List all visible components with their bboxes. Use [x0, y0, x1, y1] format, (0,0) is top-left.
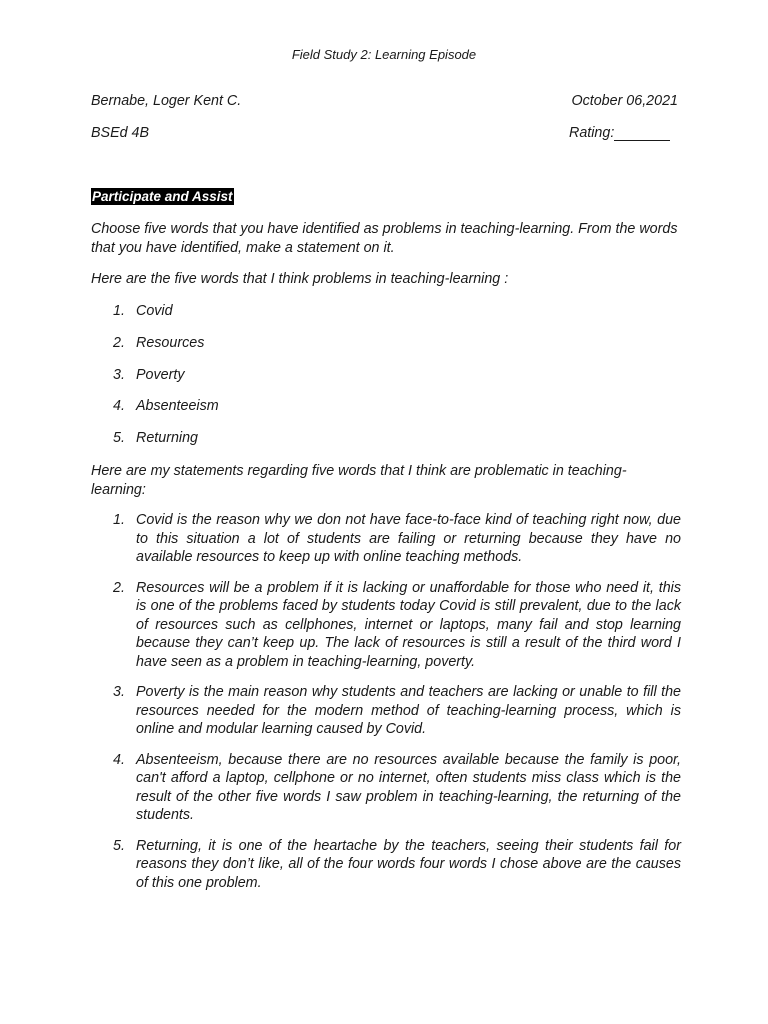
list-text: Absenteeism	[136, 398, 219, 415]
list-text: Resources will be a problem if it is lacking or unaffordable for those who need it, this is one of the problems faced by students today Covid is still prevalent, due to the lack of resources such as cellphones, internet or laptops, many fail and stop learning because they can’t keep up. The lack of resources is still a result of the third word I have seen as a problem in teaching-learning, poverty.	[136, 579, 681, 670]
list-text: Resources	[136, 334, 205, 351]
rating-label: Rating:	[569, 125, 615, 141]
list-number: 1.	[113, 512, 125, 528]
list-text: Covid	[136, 303, 173, 319]
statements-intro-paragraph: Here are my statements regarding five words that I think are problematic in teaching-learning:	[91, 463, 627, 498]
document-header: Field Study 2: Learning Episode	[291, 47, 477, 62]
document-date: October 06,2021	[571, 93, 678, 109]
list-number: 1.	[113, 303, 125, 319]
statement-list	[91, 511, 681, 904]
list-text: Covid is the reason why we don not have face-to-face kind of teaching right now, due to this situation a lot of students are failing or returning because they have no available resources to keep up with online teaching methods.	[136, 512, 681, 565]
rating-blank-line	[614, 126, 670, 141]
list-item	[91, 579, 681, 672]
rating-field	[569, 125, 670, 141]
list-number: 2.	[113, 579, 125, 596]
list-text: Poverty is the main reason why students and teachers are lacking or unable to fill the resources needed for the modern method of teaching-learning process, which is online and modular learning caused by Covid.	[136, 684, 681, 737]
list-item	[91, 837, 681, 893]
list-number: 3.	[113, 366, 125, 383]
student-name: Bernabe, Loger Kent C.	[91, 93, 242, 109]
student-course: BSEd 4B	[91, 125, 150, 141]
list-item	[91, 511, 681, 567]
list-number: 3.	[113, 684, 125, 700]
instructions-paragraph: Choose five words that you have identified as problems in teaching-learning. From the words that you have identified, make a statement on it.	[91, 221, 678, 256]
list-number: 5.	[113, 430, 125, 447]
list-number: 4.	[113, 751, 125, 768]
list-item	[91, 683, 681, 739]
list-text: Absenteeism, because there are no resources available because the family is poor, can't afford a laptop, cellphone or no internet, often students miss class which is the result of the other five words I saw problem in teaching-learning, the returning of the students.	[136, 751, 681, 823]
section-title: Participate and Assist	[92, 189, 233, 204]
intro-paragraph: Here are the five words that I think problems in teaching-learning :	[91, 271, 509, 287]
list-item	[91, 751, 681, 825]
list-number: 5.	[113, 837, 125, 854]
list-text: Returning	[136, 430, 198, 447]
list-number: 2.	[113, 334, 125, 351]
list-text: Poverty	[136, 366, 185, 383]
list-text: Returning, it is one of the heartache by the teachers, seeing their students fail for reasons they don’t like, all of the four words four words I chose above are the causes of this one problem.	[136, 837, 681, 891]
list-number: 4.	[113, 398, 125, 415]
